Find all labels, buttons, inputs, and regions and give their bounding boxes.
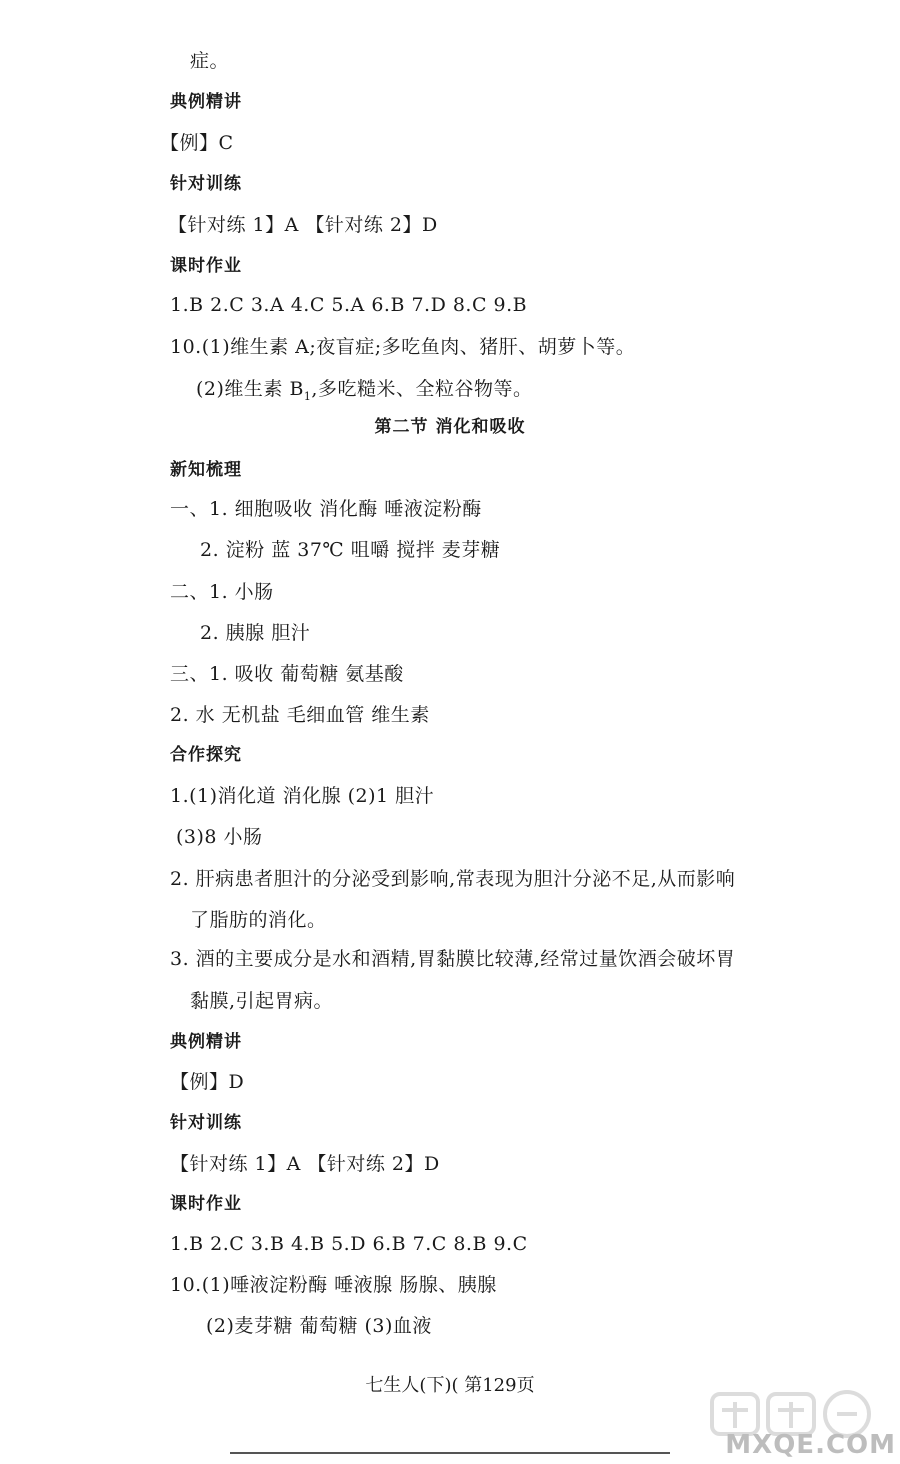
text-line: (3)8 小肠	[176, 826, 263, 848]
text-line: 2. 水 无机盐 毛细血管 维生素	[170, 704, 430, 726]
text-line	[196, 376, 532, 410]
text-line: 【例】D	[170, 1071, 245, 1093]
text-line: 症。	[190, 50, 230, 72]
text-line: 一、1. 细胞吸收 消化酶 唾液淀粉酶	[170, 498, 482, 520]
text-line: 2. 肝病患者胆汁的分泌受到影响,常表现为胆汁分泌不足,从而影响	[170, 868, 736, 890]
heading-examples-2: 典例精讲	[170, 1032, 242, 1052]
heading-examples: 典例精讲	[170, 92, 242, 112]
text-line: 三、1. 吸收 葡萄糖 氨基酸	[170, 663, 404, 685]
bottom-rule	[230, 1452, 670, 1454]
text-line: 1.(1)消化道 消化腺 (2)1 胆汁	[170, 785, 435, 807]
text-line: 2. 淀粉 蓝 37℃ 咀嚼 搅拌 麦芽糖	[200, 539, 501, 561]
heading-cooperation: 合作探究	[170, 745, 242, 765]
text-line: (2)麦芽糖 葡萄糖 (3)血液	[206, 1315, 432, 1337]
text-line: 【针对练 1】A 【针对练 2】D	[168, 214, 438, 236]
heading-training: 针对训练	[170, 174, 242, 194]
text-segment: (2)维生素 B	[196, 378, 304, 400]
text-line: 【针对练 1】A 【针对练 2】D	[170, 1153, 440, 1175]
heading-new-knowledge: 新知梳理	[170, 460, 242, 480]
text-line: 1.B 2.C 3.B 4.B 5.D 6.B 7.C 8.B 9.C	[170, 1233, 528, 1255]
text-line: 1.B 2.C 3.A 4.C 5.A 6.B 7.D 8.C 9.B	[170, 294, 528, 316]
text-line: 2. 胰腺 胆汁	[200, 622, 311, 644]
text-line: 二、1. 小肠	[170, 581, 274, 603]
subscript: 1	[303, 389, 312, 403]
text-line: 10.(1)唾液淀粉酶 唾液腺 肠腺、胰腺	[170, 1274, 497, 1296]
heading-homework-2: 课时作业	[170, 1194, 242, 1214]
heading-training-2: 针对训练	[170, 1113, 242, 1133]
watermark-text: MXQE.COM	[725, 1430, 896, 1460]
text-line: 10.(1)维生素 A;夜盲症;多吃鱼肉、猪肝、胡萝卜等。	[170, 336, 636, 358]
text-segment: ,多吃糙米、全粒谷物等。	[311, 378, 533, 400]
page-footer: 七生人(下)( 第129页	[365, 1375, 535, 1396]
text-line: 黏膜,引起胃病。	[190, 990, 334, 1012]
section-title: 第二节 消化和吸收	[374, 417, 526, 437]
text-line: 了脂肪的消化。	[190, 909, 327, 931]
text-line: 3. 酒的主要成分是水和酒精,胃黏膜比较薄,经常过量饮酒会破坏胃	[170, 948, 736, 970]
heading-homework: 课时作业	[170, 256, 242, 276]
text-line: 【例】C	[160, 132, 234, 154]
